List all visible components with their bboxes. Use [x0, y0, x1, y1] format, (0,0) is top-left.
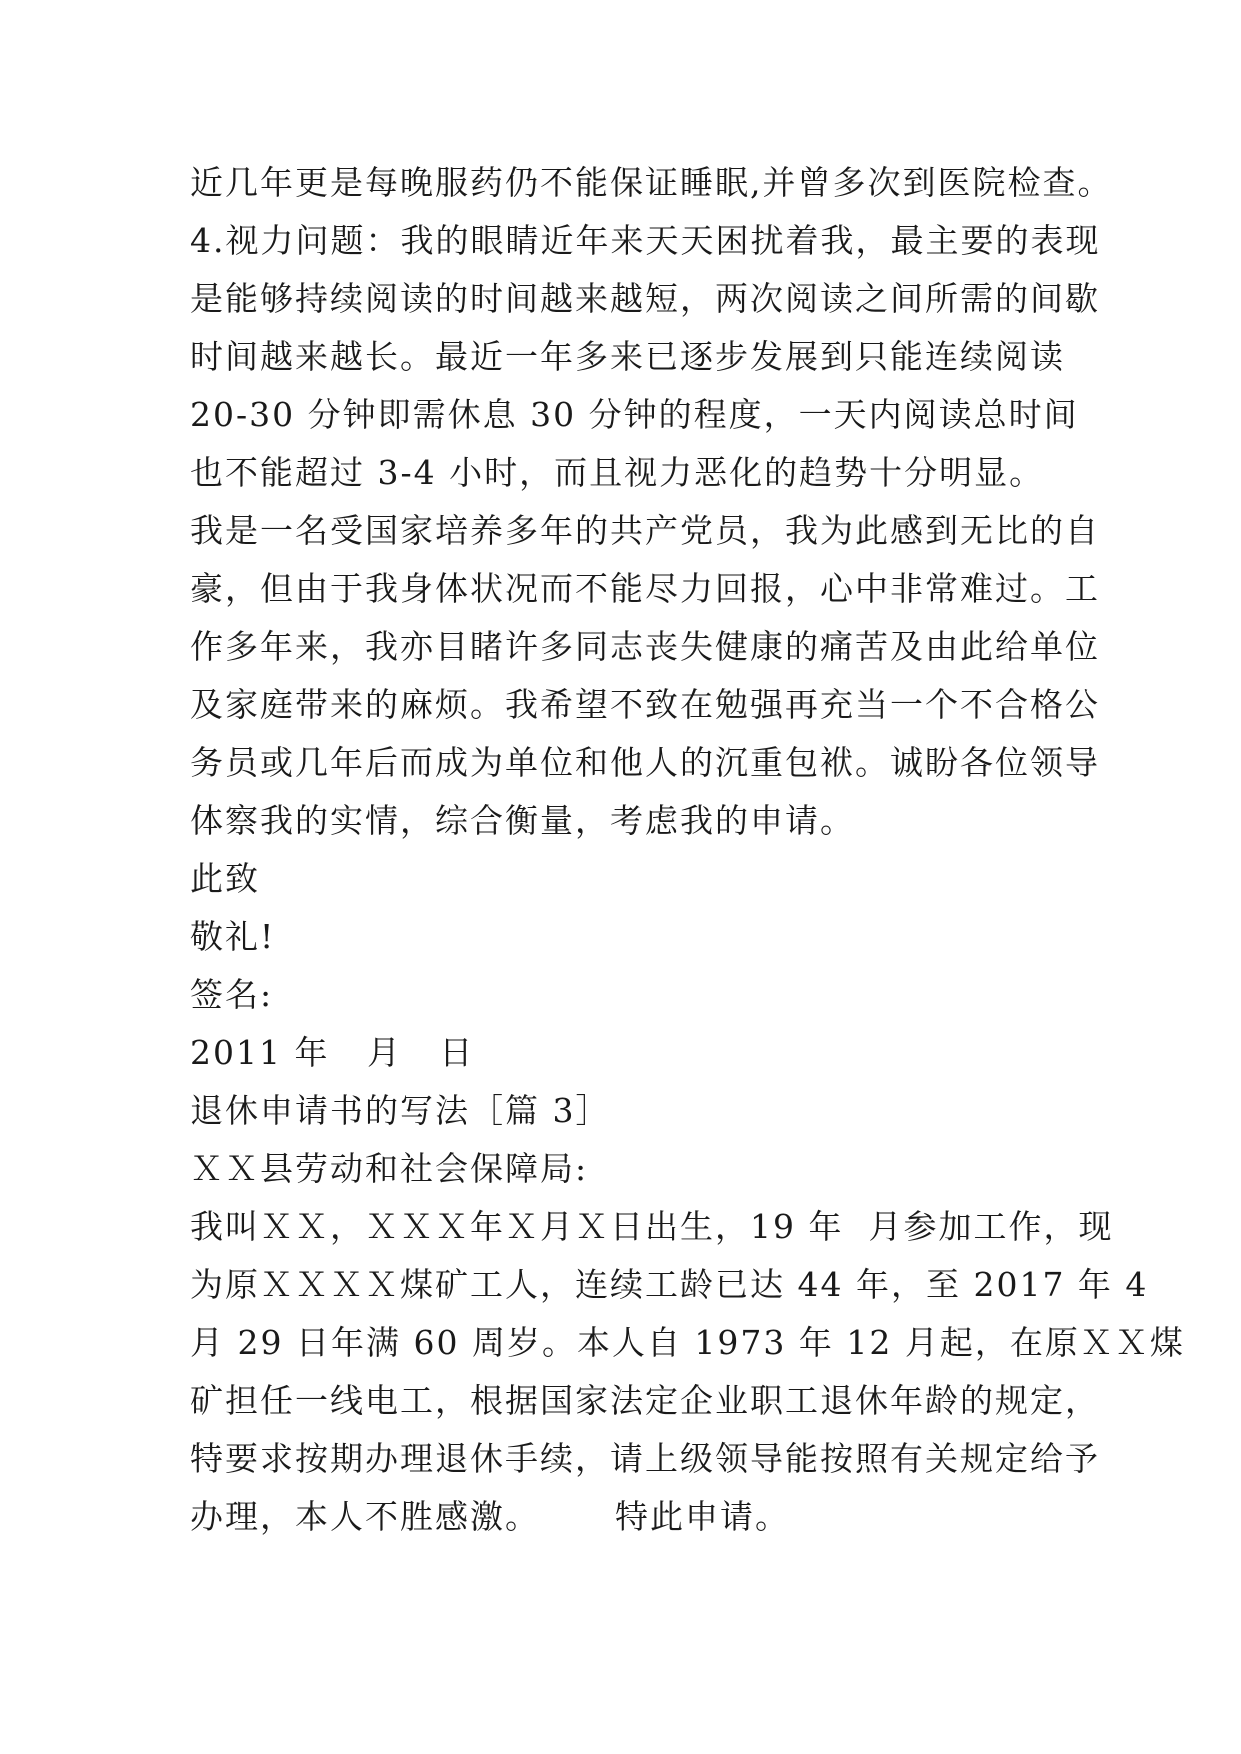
text-line: 我是一名受国家培养多年的共产党员，我为此感到无比的自 — [190, 511, 1100, 550]
text-line: 4.视力问题：我的眼睛近年来天天困扰着我，最主要的表现 — [190, 221, 1101, 260]
text-line: 是能够持续阅读的时间越来越短，两次阅读之间所需的间歇 — [190, 279, 1100, 318]
text-line: 务员或几年后而成为单位和他人的沉重包袱。诚盼各位领导 — [190, 743, 1100, 782]
date-line: 2011 年 月 日 — [190, 1033, 475, 1072]
text-line: 20-30 分钟即需休息 30 分钟的程度，一天内阅读总时间 — [190, 395, 1079, 434]
salutation-line: 敬礼! — [190, 917, 276, 956]
signature-line: 签名: — [190, 975, 274, 1014]
text-line: 为原ＸＸＸＸ煤矿工人，连续工龄已达 44 年，至 2017 年 4 — [190, 1265, 1149, 1304]
text-line: 时间越来越长。最近一年多来已逐步发展到只能连续阅读 — [190, 337, 1065, 376]
text-line: 作多年来，我亦目睹许多同志丧失健康的痛苦及由此给单位 — [190, 627, 1100, 666]
text-line: 及家庭带来的麻烦。我希望不致在勉强再充当一个不合格公 — [190, 685, 1100, 724]
closing-line: 此致 — [190, 859, 260, 898]
text-line: 体察我的实情，综合衡量，考虑我的申请。 — [190, 801, 855, 840]
addressee-line: ＸＸ县劳动和社会保障局: — [190, 1149, 589, 1188]
text-line: 豪，但由于我身体状况而不能尽力回报，心中非常难过。工 — [190, 569, 1100, 608]
text-line: 也不能超过 3-4 小时，而且视力恶化的趋势十分明显。 — [190, 453, 1045, 492]
text-line: 月 29 日年满 60 周岁。本人自 1973 年 12 月起，在原ＸＸ煤 — [190, 1323, 1185, 1362]
document-body — [190, 154, 1190, 1546]
text-line: 我叫ＸＸ，ＸＸＸ年Ｘ月Ｘ日出生，19 年 月参加工作，现 — [190, 1207, 1114, 1246]
text-line: 特要求按期办理退休手续，请上级领导能按照有关规定给予 — [190, 1439, 1100, 1478]
text-line: 矿担任一线电工，根据国家法定企业职工退休年龄的规定， — [190, 1381, 1100, 1420]
section-heading: 退休申请书的写法［篇 3］ — [190, 1091, 611, 1130]
text-line: 近几年更是每晚服药仍不能保证睡眠,并曾多次到医院检查。 — [190, 163, 1113, 202]
text-line: 办理，本人不胜感激。 特此申请。 — [190, 1497, 790, 1536]
